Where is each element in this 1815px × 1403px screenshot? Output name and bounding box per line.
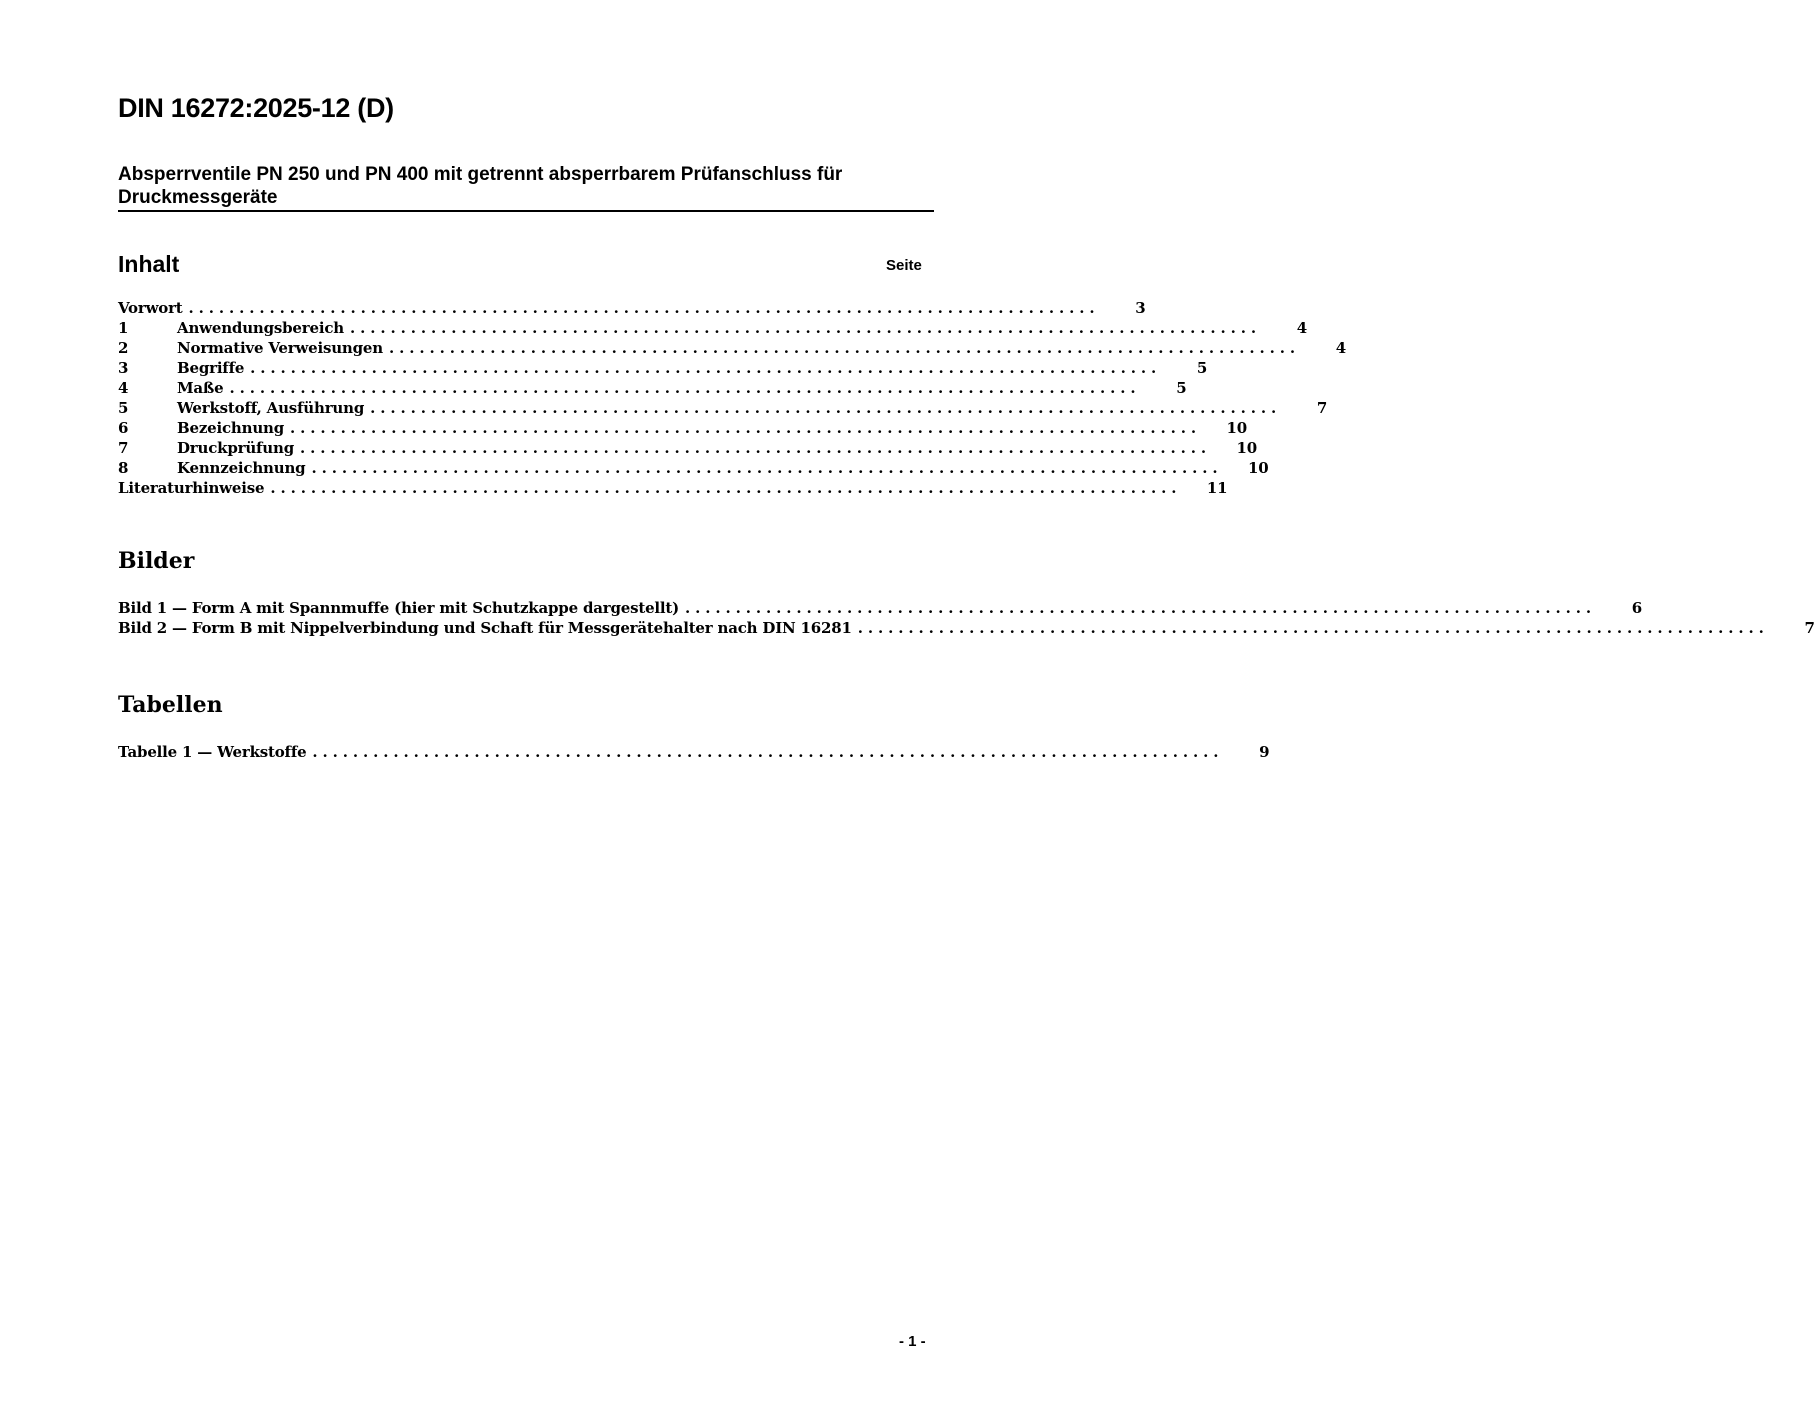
toc-entry-page: 10 [1236,439,1257,457]
figure-entry-2[interactable] [118,618,1815,638]
toc-leader-dots: .......................................................................................... [370,399,1282,417]
table-entry-title: Tabelle 1 — Werkstoffe [118,743,307,761]
toc-leader-dots: .......................................................................................... [685,599,1597,617]
toc-leader-dots: .......................................................................................... [300,439,1211,457]
figure-entry-title: Bild 2 — Form B mit Nippelverbindung und Schaft für Messgerätehalter nach DIN 16281 [118,619,852,637]
toc-entry-number: 2 [118,339,129,357]
toc-entry-title: Maße [177,379,224,397]
toc-entry-title: Normative Verweisungen [177,339,383,357]
toc-entry-literaturhinweise[interactable] [118,478,1228,498]
toc-leader-dots: .......................................................................................... [857,619,1769,637]
toc-entry-page: 5 [1196,359,1208,377]
toc-leader-dots: .......................................................................................... [229,379,1141,397]
document-subtitle: Absperrventile PN 250 und PN 400 mit getrennt absperrbarem Prüfanschluss für Druckmessgeräte [118,164,843,208]
toc-entry-number: 6 [118,419,129,437]
toc-entry-title: Kennzeichnung [177,459,306,477]
list-of-tables [118,742,1270,762]
table-entry-1[interactable] [118,742,1270,762]
list-of-figures [118,598,1815,638]
toc-entry-number: 8 [118,459,129,477]
toc-entry-page: 3 [1135,299,1146,317]
title-divider [118,210,934,212]
toc-entry-title: Literaturhinweise [118,479,265,497]
toc-entry-title: Werkstoff, Ausführung [177,399,365,417]
toc-entry-normative-verweisungen[interactable] [118,338,1346,358]
toc-entry-vorwort[interactable] [118,298,1146,318]
toc-entry-number: 7 [118,439,129,457]
toc-entry-page: 5 [1176,379,1187,397]
table-of-contents [118,298,1346,498]
tables-heading: Tabellen [118,692,223,718]
toc-entry-title: Vorwort [118,299,183,317]
toc-entry-bezeichnung[interactable] [118,418,1248,438]
toc-entry-number: 5 [118,399,129,417]
toc-leader-dots: .......................................................................................... [270,479,1182,497]
figures-heading: Bilder [118,548,195,574]
toc-entry-number: 4 [118,379,129,397]
contents-heading: Inhalt [118,251,180,277]
toc-leader-dots: .......................................................................................... [312,743,1224,761]
figure-entry-1[interactable] [118,598,1643,618]
toc-entry-druckpruefung[interactable] [118,438,1257,458]
toc-leader-dots: .......................................................................................... [250,359,1162,377]
toc-entry-page: 7 [1316,399,1328,417]
document-title: DIN 16272:2025-12 (D) [118,93,394,123]
toc-entry-page: 10 [1226,419,1248,437]
toc-entry-begriffe[interactable] [118,358,1208,378]
toc-entry-werkstoff[interactable] [118,398,1328,418]
toc-leader-dots: .......................................................................................... [388,339,1300,357]
toc-leader-dots: .......................................................................................... [290,419,1202,437]
toc-entry-anwendungsbereich[interactable] [118,318,1307,338]
toc-entry-page: 4 [1335,339,1346,357]
figure-entry-page: 7 [1804,619,1815,637]
toc-entry-title: Begriffe [177,359,245,377]
toc-entry-number: 3 [118,359,129,377]
toc-entry-page: 11 [1206,479,1228,497]
toc-entry-title: Anwendungsbereich [177,319,344,337]
toc-entry-number: 1 [118,319,129,337]
toc-leader-dots: .......................................................................................... [188,299,1100,317]
toc-entry-masse[interactable] [118,378,1187,398]
table-entry-page: 9 [1259,743,1270,761]
figure-entry-title: Bild 1 — Form A mit Spannmuffe (hier mit Schutzkappe dargestellt) [118,599,680,617]
toc-entry-title: Bezeichnung [177,419,285,437]
page-column-label: Seite [886,257,922,274]
toc-entry-page: 4 [1296,319,1307,337]
toc-leader-dots: .......................................................................................... [311,459,1223,477]
toc-entry-kennzeichnung[interactable] [118,458,1269,478]
toc-entry-title: Druckprüfung [177,439,294,457]
page-number: - 1 - [899,1333,926,1350]
figure-entry-page: 6 [1631,599,1643,617]
toc-entry-page: 10 [1247,459,1269,477]
toc-leader-dots: .......................................................................................... [349,319,1261,337]
